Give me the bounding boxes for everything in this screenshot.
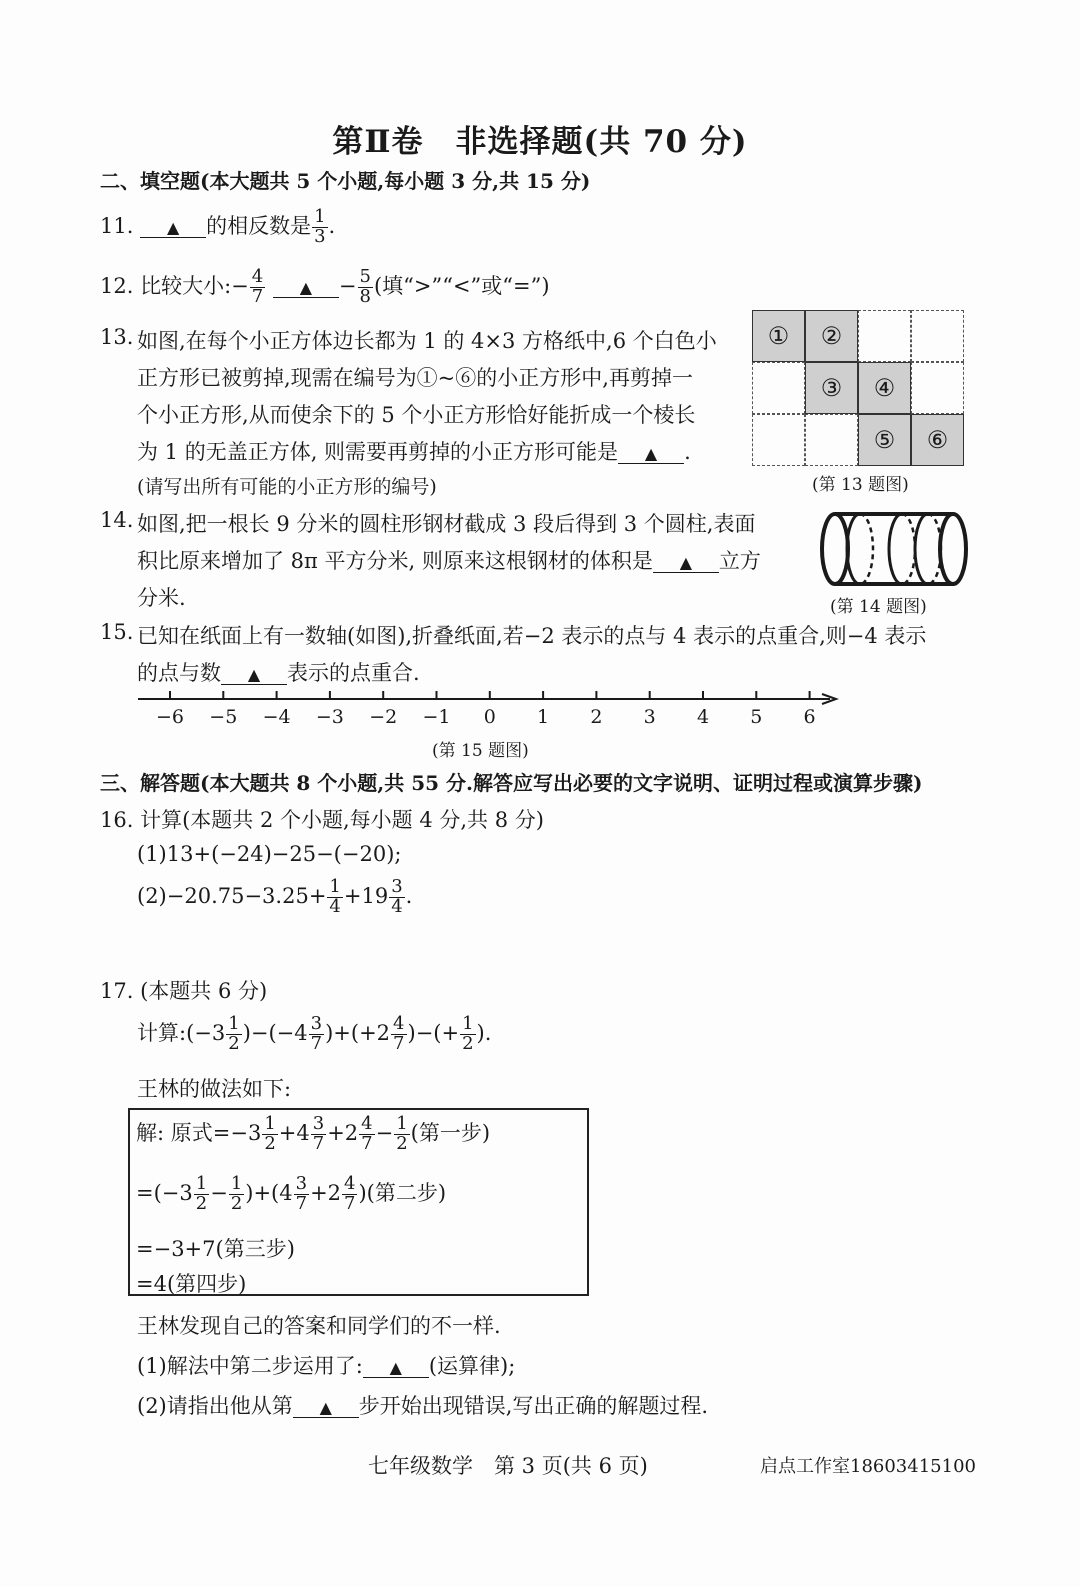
question-16: 16. 计算(本题共 2 个小题,每小题 4 分,共 8 分): [100, 808, 544, 832]
solution-step-3: =−3+7(第三步): [136, 1237, 295, 1261]
number-line-tick-label: 0: [483, 706, 496, 728]
question-14-line: 分米.: [137, 586, 186, 610]
studio-watermark: 启点工作室18603415100: [760, 1456, 976, 1477]
page-footer: 七年级数学 第 3 页(共 6 页): [368, 1454, 648, 1478]
grid-cell-cut: [911, 310, 964, 362]
question-13-line: 正方形已被剪掉,现需在编号为①~⑥的小正方形中,再剪掉一: [137, 366, 693, 390]
fill-in-section-heading: 二、填空题(本大题共 5 个小题,每小题 3 分,共 15 分): [100, 169, 591, 193]
question-13-line: 如图,在每个小正方体边长都为 1 的 4×3 方格纸中,6 个白色小: [137, 329, 717, 353]
fraction: $\frac{5}{8}$: [359, 266, 371, 307]
question-14-line: 如图,把一根长 9 分米的圆柱形钢材截成 3 段后得到 3 个圆柱,表面: [137, 512, 756, 536]
question-16-part-1: (1)13+(−24)−25−(−20);: [137, 842, 402, 866]
grid-cell-3: ③: [805, 362, 858, 414]
solution-step-2: =(−3 $\frac{1}{2}$ − $\frac{1}{2}$ )+(4 $\frac{3}{7}$ +2 $\frac{4}{7}$ )(第二步): [136, 1173, 447, 1214]
grid-cell-cut: [752, 362, 805, 414]
answer-blank: ▲: [140, 218, 206, 238]
question-14-line: 积比原来增加了 8π 平方分米, 则原来这根钢材的体积是 ▲ 立方: [137, 549, 761, 573]
fraction: $\frac{4}{7}$: [251, 266, 264, 307]
number-line-tick-label: 2: [590, 706, 603, 728]
question-number: 12.: [100, 273, 134, 298]
question-13-grid-figure: [752, 310, 964, 466]
question-17-expression: 计算:(−3 $\frac{1}{2}$ )−(−4 $\frac{3}{7}$ )+(+2 $\frac{4}{7}$ )−(+ $\frac{1}{2}$ ).: [137, 1013, 492, 1054]
section-title: 第Ⅱ卷 非选择题(共 70 分): [332, 124, 748, 160]
answer-blank: ▲: [273, 278, 339, 298]
answer-blank: ▲: [618, 444, 684, 464]
number-line-tick-label: −2: [369, 706, 398, 728]
number-line-tick-label: −4: [262, 706, 291, 728]
figure-14-caption: (第 14 题图): [830, 597, 927, 617]
solution-section-heading: 三、解答题(本大题共 8 个小题,共 55 分.解答应写出必要的文字说明、证明过程或演算步骤): [100, 771, 923, 795]
question-15-number: 15.: [100, 620, 134, 644]
question-13-line: 为 1 的无盖正方体, 则需要再剪掉的小正方形可能是 ▲ .: [137, 440, 691, 464]
number-line-tick-label: −6: [155, 706, 185, 728]
question-15-line: 已知在纸面上有一数轴(如图),折叠纸面,若−2 表示的点与 4 表示的点重合,则−4 表示: [137, 624, 927, 648]
figure-15-caption: (第 15 题图): [432, 741, 529, 761]
answer-blank: ▲: [653, 553, 719, 573]
solution-step-1: 解: 原式=−3 $\frac{1}{2}$ +4 $\frac{3}{7}$ +2 $\frac{4}{7}$ − $\frac{1}{2}$ (第一步): [136, 1113, 491, 1154]
question-13-note: (请写出所有可能的小正方形的编号): [137, 476, 437, 498]
grid-cell-6: ⑥: [911, 414, 964, 466]
fraction: $\frac{1}{3}$: [314, 206, 326, 247]
answer-blank: ▲: [363, 1358, 429, 1378]
question-17-note: 王林发现自己的答案和同学们的不一样.: [137, 1314, 501, 1338]
grid-cell-1: ①: [752, 310, 805, 362]
grid-cell-cut: [911, 362, 964, 414]
question-15-line: 的点与数 ▲ 表示的点重合.: [137, 661, 420, 685]
number-line-figure: [130, 688, 850, 730]
grid-cell-cut: [805, 414, 858, 466]
number-line-tick-label: −1: [422, 706, 451, 728]
question-11: 11. ▲ 的相反数是 $\frac{1}{3}$ .: [100, 206, 336, 247]
grid-cell-5: ⑤: [858, 414, 911, 466]
grid-cell-cut: [858, 310, 911, 362]
number-line-tick-label: −3: [315, 706, 344, 728]
question-13-line: 个小正方形,从而使余下的 5 个小正方形恰好能折成一个棱长: [137, 403, 696, 427]
figure-13-caption: (第 13 题图): [812, 475, 909, 495]
solution-step-4: =4(第四步): [136, 1272, 247, 1296]
number-line-tick-label: 3: [643, 706, 656, 728]
question-17-part-1: (1)解法中第二步运用了: ▲ (运算律);: [137, 1354, 516, 1378]
question-number: 17.: [100, 979, 134, 1003]
question-14-number: 14.: [100, 508, 134, 532]
question-13-number: 13.: [100, 325, 134, 349]
question-17: 17. (本题共 6 分): [100, 979, 268, 1003]
number-line-tick-label: 6: [803, 706, 816, 728]
number-line-tick-label: 1: [537, 706, 550, 728]
question-number: 16.: [100, 808, 134, 832]
grid-cell-cut: [752, 414, 805, 466]
question-number: 11.: [100, 213, 134, 238]
grid-cell-2: ②: [805, 310, 858, 362]
question-17-part-2: (2)请指出他从第 ▲ 步开始出现错误,写出正确的解题过程.: [137, 1394, 709, 1418]
answer-blank: ▲: [221, 665, 287, 685]
number-line-tick-label: −5: [209, 706, 238, 728]
number-line-tick-label: 4: [696, 706, 710, 728]
grid-cell-4: ④: [858, 362, 911, 414]
question-16-part-2: (2)−20.75−3.25+ $\frac{1}{4}$ +19 $\frac{3}{4}$ .: [137, 876, 413, 917]
cylinder-figure: [810, 508, 978, 588]
question-17-intro: 王林的做法如下:: [137, 1077, 292, 1101]
number-line-tick-label: 5: [750, 706, 763, 728]
question-12: 12. 比较大小:− $\frac{4}{7}$ ▲ − $\frac{5}{8}$ (填“>”“<”或“=”): [100, 266, 550, 307]
answer-blank: ▲: [293, 1398, 359, 1418]
